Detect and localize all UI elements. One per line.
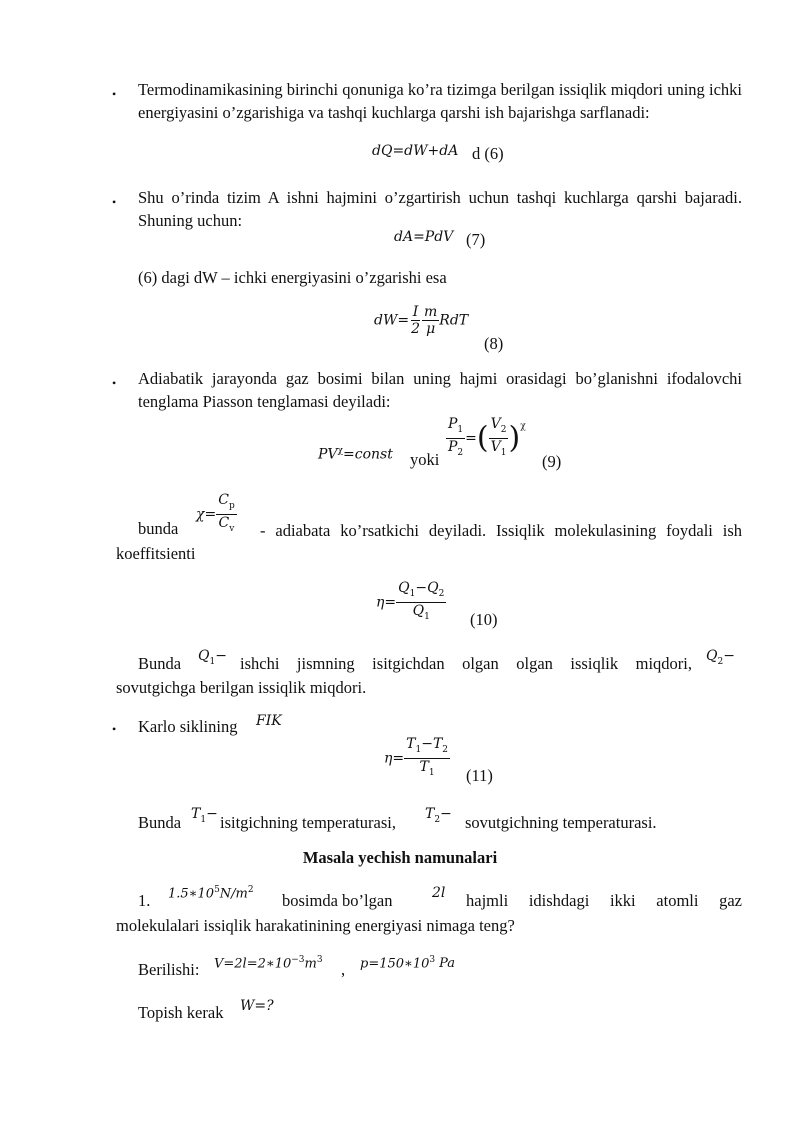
eq11-t1-den: T — [419, 758, 429, 775]
eq8-rhs: RdT — [439, 312, 469, 329]
eq9-p-fraction — [446, 416, 465, 461]
given-v-unit: m — [304, 956, 317, 972]
eq9-left-paren: ( — [476, 420, 489, 456]
eq9-const: =const — [343, 446, 393, 463]
t1-dash: − — [206, 806, 218, 822]
equation-11-number: (11) — [466, 766, 493, 785]
eq10-q2: Q — [427, 580, 439, 596]
eq9-p1: P — [448, 416, 458, 432]
eq10-fraction — [396, 580, 446, 625]
problem-text-2: hajmli idishdagi ikki atomli gaz — [466, 891, 742, 910]
carnot-cycle-label: Karlo siklining — [138, 717, 238, 736]
eq9-v2: V — [490, 416, 501, 432]
find-label: Topish kerak — [138, 1003, 224, 1022]
eq9-p2-sub: 2 — [457, 447, 464, 458]
equation-8-number: (8) — [484, 334, 504, 353]
eq9-pv: PV — [318, 446, 338, 463]
eq10-q2-sub: 2 — [438, 588, 445, 599]
given-p-unit: Pa — [439, 956, 456, 972]
equation-7-number: (7) — [466, 230, 486, 249]
paragraph-first-law: Termodinamikasining birinchi qonuniga ko’ra tizimga berilgan issiqlik miqdori uning ichki energiyasini o’zgarishiga va tashqi kuchlarga qarshi ish bajarishga sarflanadi: — [138, 80, 742, 122]
eq11-t1-sub: 1 — [415, 744, 422, 755]
given-pressure — [360, 955, 455, 971]
given-p-exp: 3 — [429, 955, 436, 965]
bullet-marker: • — [112, 722, 117, 736]
eq8-f2-den: μ — [426, 321, 436, 337]
section-heading: Masala yechish namunalari — [302, 848, 498, 867]
equation-9-poisson — [318, 446, 393, 463]
q2-dash: − — [723, 648, 735, 664]
q1-dash: − — [215, 648, 227, 664]
eq8-fraction-2 — [422, 304, 439, 337]
chi-cp: C — [218, 492, 229, 508]
given-label: Berilishi: — [138, 960, 200, 979]
eq11-t1-den-sub: 1 — [428, 767, 435, 778]
equation-10 — [376, 580, 446, 625]
q2-description: sovutgichga berilgan issiqlik miqdori. — [116, 678, 367, 697]
paragraph-work: Shu o’rinda tizim A ishni hajmini o’zgartirish uchun tashqi kuchlarga qarshi bajaradi. Shuning uchun: — [138, 188, 742, 230]
eq9-p1-sub: 1 — [457, 424, 464, 435]
q2-letter: Q — [706, 648, 718, 664]
eq9-equals: = — [465, 430, 477, 447]
q1-description: ishchi jismning isitgichdan olgan olgan issiqlik miqdori, — [240, 654, 692, 673]
t1-symbol — [191, 806, 218, 825]
problem-pressure — [168, 885, 254, 901]
eq9-p2: P — [448, 438, 458, 455]
eq11-minus: − — [421, 736, 433, 752]
eq8-f2-num: m — [424, 304, 438, 320]
fik-symbol: FIK — [256, 713, 282, 729]
eq11-t1: T — [406, 736, 416, 752]
equation-6-number: d (6) — [472, 144, 504, 163]
problem-volume: 2l — [432, 885, 446, 901]
eq11-lhs: η= — [384, 750, 405, 767]
eq11-t2-sub: 2 — [442, 744, 449, 755]
equation-11 — [384, 736, 450, 781]
eq11-fraction — [404, 736, 450, 781]
pressure-unit-exp: 2 — [247, 885, 254, 895]
equation-9-yoki: yoki — [410, 450, 440, 469]
given-volume — [214, 955, 323, 971]
chi-cv: C — [218, 514, 230, 531]
chi-cp-sub: p — [228, 500, 235, 511]
eq10-q1: Q — [398, 580, 410, 596]
t2-symbol — [425, 806, 452, 825]
eq10-minus: − — [415, 580, 428, 596]
q1-sub: 1 — [209, 656, 216, 667]
find-expression: W=? — [240, 998, 274, 1014]
problem-text-1: bosimda bo’lgan — [282, 891, 393, 910]
t2-dash: − — [440, 806, 452, 822]
t2-letter: T — [425, 806, 435, 822]
eq8-f1-den: 2 — [411, 321, 421, 337]
equation-9-number: (9) — [542, 452, 562, 471]
paragraph-internal-energy: (6) dagi dW – ichki energiyasini o’zgarishi esa — [138, 268, 447, 287]
paragraph-adiabatic: Adiabatik jarayonda gaz bosimi bilan uning hajmi orasidagi bo’glanishni ifodalovchi tenglama Piasson tenglamasi deyiladi: — [138, 369, 742, 411]
equation-6: dQ=dW+dA — [372, 143, 459, 159]
bunda-word: Bunda — [138, 654, 182, 673]
equation-9-ratio — [446, 416, 526, 461]
chi-lhs: χ= — [196, 506, 217, 523]
given-v-exp: −3 — [291, 955, 305, 965]
problem-number: 1. — [138, 891, 151, 910]
chi-cv-sub: v — [229, 523, 235, 534]
t1-letter: T — [191, 806, 201, 822]
bullet-marker: • — [112, 376, 117, 390]
q1-letter: Q — [198, 648, 210, 664]
given-v-value: V=2l=2∗10 — [214, 956, 292, 972]
bullet-marker: • — [112, 87, 117, 101]
given-v-unit-exp: 3 — [316, 955, 323, 965]
eq11-t2: T — [432, 736, 443, 752]
eq8-fraction-1 — [409, 304, 422, 337]
pressure-unit: N/m — [219, 886, 248, 902]
eq10-q1-sub: 1 — [409, 588, 416, 599]
q2-sub: 2 — [717, 656, 724, 667]
t1-description: isitgichning temperaturasi, — [220, 813, 396, 832]
eq10-lhs: η= — [376, 594, 397, 611]
paragraph-adiabatic-index: - adiabata ko’rsatkichi deyiladi. Issiqlik molekulasining foydali ish koeffitsienti — [116, 521, 742, 563]
eq9-v2-sub: 2 — [500, 424, 507, 435]
eq10-q1-den: Q — [412, 602, 425, 619]
pressure-exp: 5 — [214, 885, 220, 895]
given-p-value: p=150∗10 — [360, 956, 430, 972]
equation-8 — [374, 304, 468, 337]
t2-description: sovutgichning temperaturasi. — [465, 813, 657, 832]
equation-7: dA=PdV — [394, 229, 454, 245]
pressure-value: 1.5∗10 — [168, 886, 215, 902]
bullet-marker: • — [112, 195, 117, 209]
eq10-q1-den-sub: 1 — [424, 611, 430, 622]
eq9-v-fraction — [489, 416, 509, 461]
eq9-v1: V — [490, 438, 501, 455]
bunda-word: bunda — [138, 519, 179, 538]
eq9-ratio-exponent: χ — [520, 421, 526, 432]
q2-symbol — [706, 648, 735, 667]
equation-10-number: (10) — [470, 610, 498, 629]
eq8-f1-num: I — [412, 304, 419, 320]
eq8-lhs: dW= — [374, 312, 410, 329]
q1-symbol — [198, 648, 227, 667]
bunda-word: Bunda — [138, 813, 182, 832]
t1-sub: 1 — [200, 814, 207, 825]
problem-line-2: molekulalari issiqlik harakatinining energiyasi nimaga teng? — [116, 916, 515, 935]
given-comma: , — [341, 960, 346, 979]
eq9-v1-sub: 1 — [500, 447, 507, 458]
eq9-right-paren: ) — [508, 420, 521, 456]
t2-sub: 2 — [434, 814, 441, 825]
eq9-exponent: χ — [337, 446, 343, 456]
